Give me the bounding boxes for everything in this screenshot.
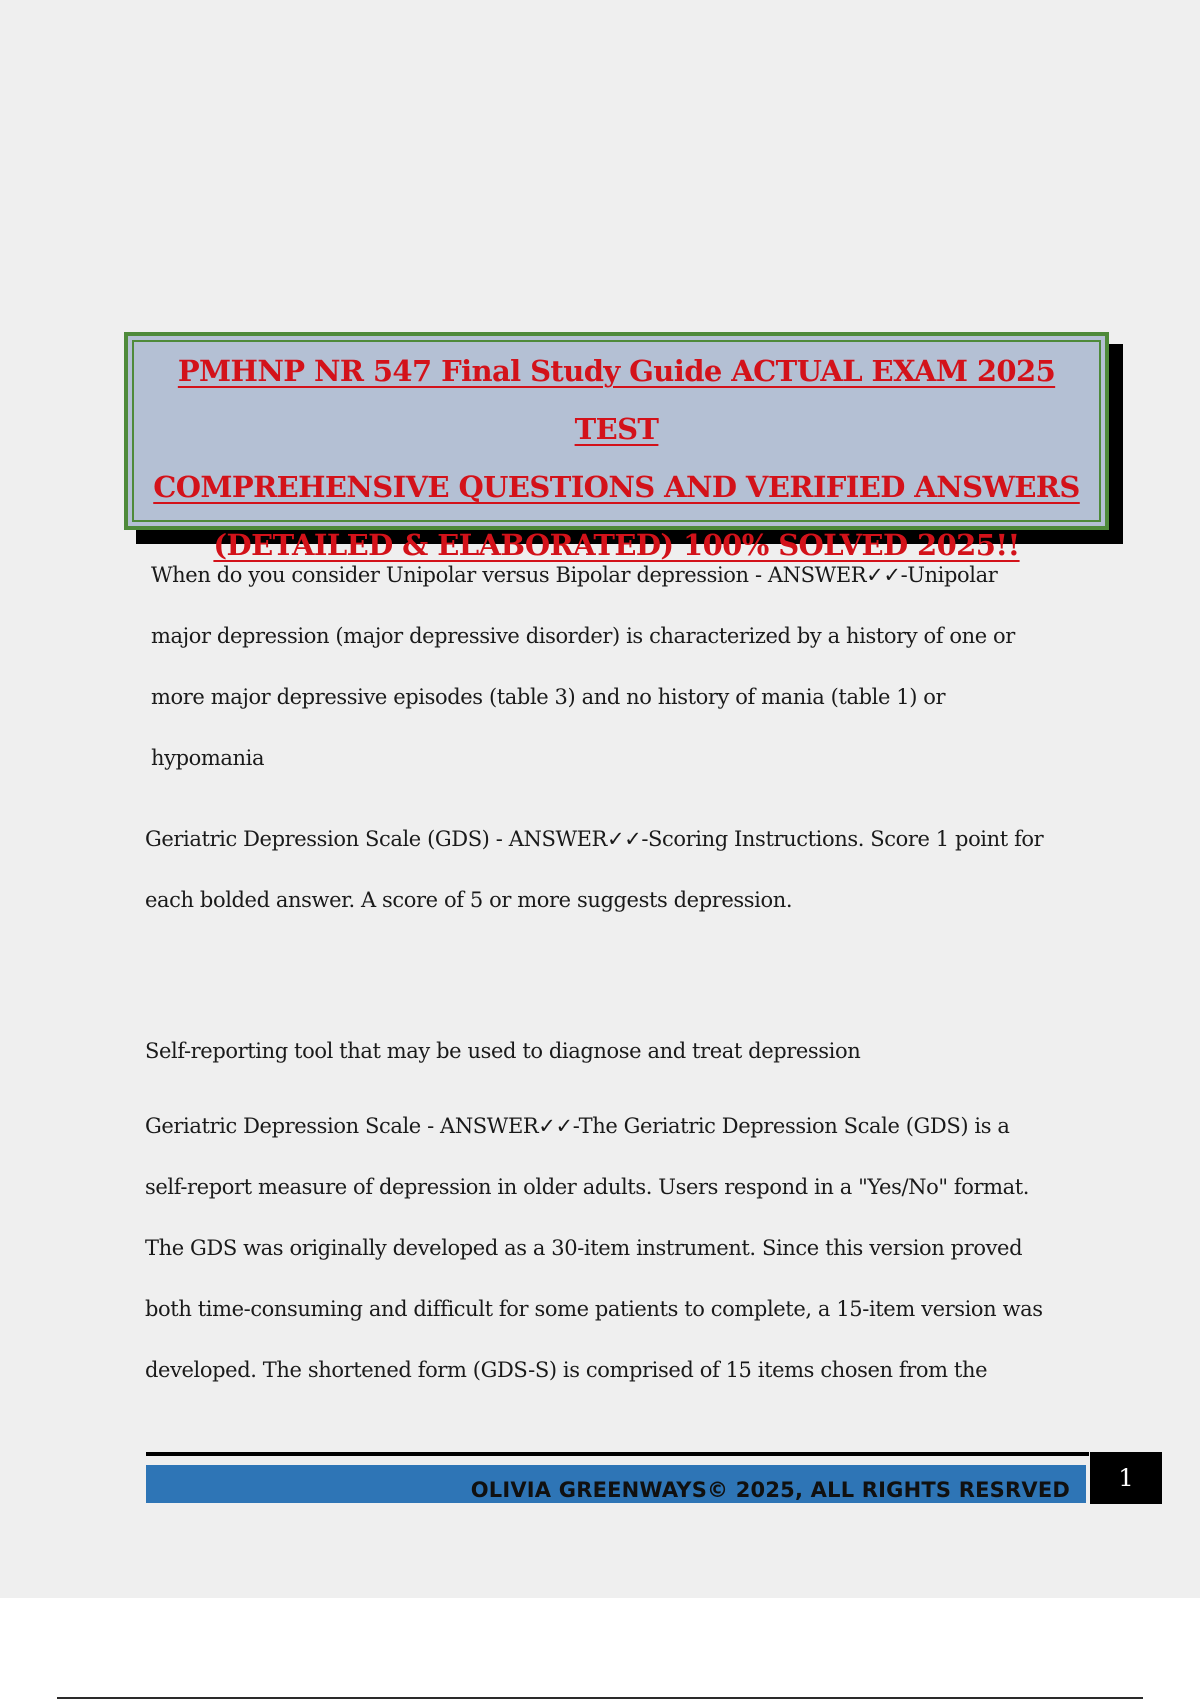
paragraph-self-reporting [145,1021,1105,1082]
page-separator-line [57,1697,1143,1699]
title-line: (DETAILED & ELABORATED) 100% SOLVED 2025!! [213,528,1020,562]
title-box [124,332,1109,562]
paragraph-unipolar-bipolar [145,545,1105,789]
title-line: PMHNP NR 547 Final Study Guide ACTUAL EXAM 2025 TEST [177,354,1056,446]
text-line: Geriatric Depression Scale - ANSWER✓✓-The Geriatric Depression Scale (GDS) is a [145,1114,1010,1138]
text-line: more major depressive episodes (table 3) and no history of mania (table 1) or [151,685,946,709]
document-title [138,342,1095,574]
page-number: 1 [1090,1452,1162,1504]
footer-rule [146,1452,1089,1456]
text-line: Geriatric Depression Scale (GDS) - ANSWER✓✓-Scoring Instructions. Score 1 point for [145,827,1044,851]
document-body [145,545,1105,1401]
text-line: self-report measure of depression in older adults. Users respond in a "Yes/No" format. [145,1175,1030,1199]
text-line: major depression (major depressive disorder) is characterized by a history of one or [151,624,1015,648]
text-line: both time-consuming and difficult for some patients to complete, a 15-item version was [145,1297,1043,1321]
text-line: developed. The shortened form (GDS-S) is comprised of 15 items chosen from the [145,1358,988,1382]
text-line: The GDS was originally developed as a 30-item instrument. Since this version proved [145,1236,1023,1260]
paragraph-gds-scoring [145,809,1105,931]
paragraph-gds-description [145,1096,1105,1401]
text-line: Self-reporting tool that may be used to diagnose and treat depression [145,1039,861,1063]
title-line: COMPREHENSIVE QUESTIONS AND VERIFIED ANSWERS [153,470,1080,504]
footer-bar [146,1465,1086,1503]
footer-copyright: OLIVIA GREENWAYS© 2025, ALL RIGHTS RESRVED [470,1478,1070,1502]
text-line: each bolded answer. A score of 5 or more suggests depression. [145,888,793,912]
text-line: When do you consider Unipolar versus Bipolar depression - ANSWER✓✓-Unipolar [151,563,998,587]
text-line: hypomania [151,746,265,770]
